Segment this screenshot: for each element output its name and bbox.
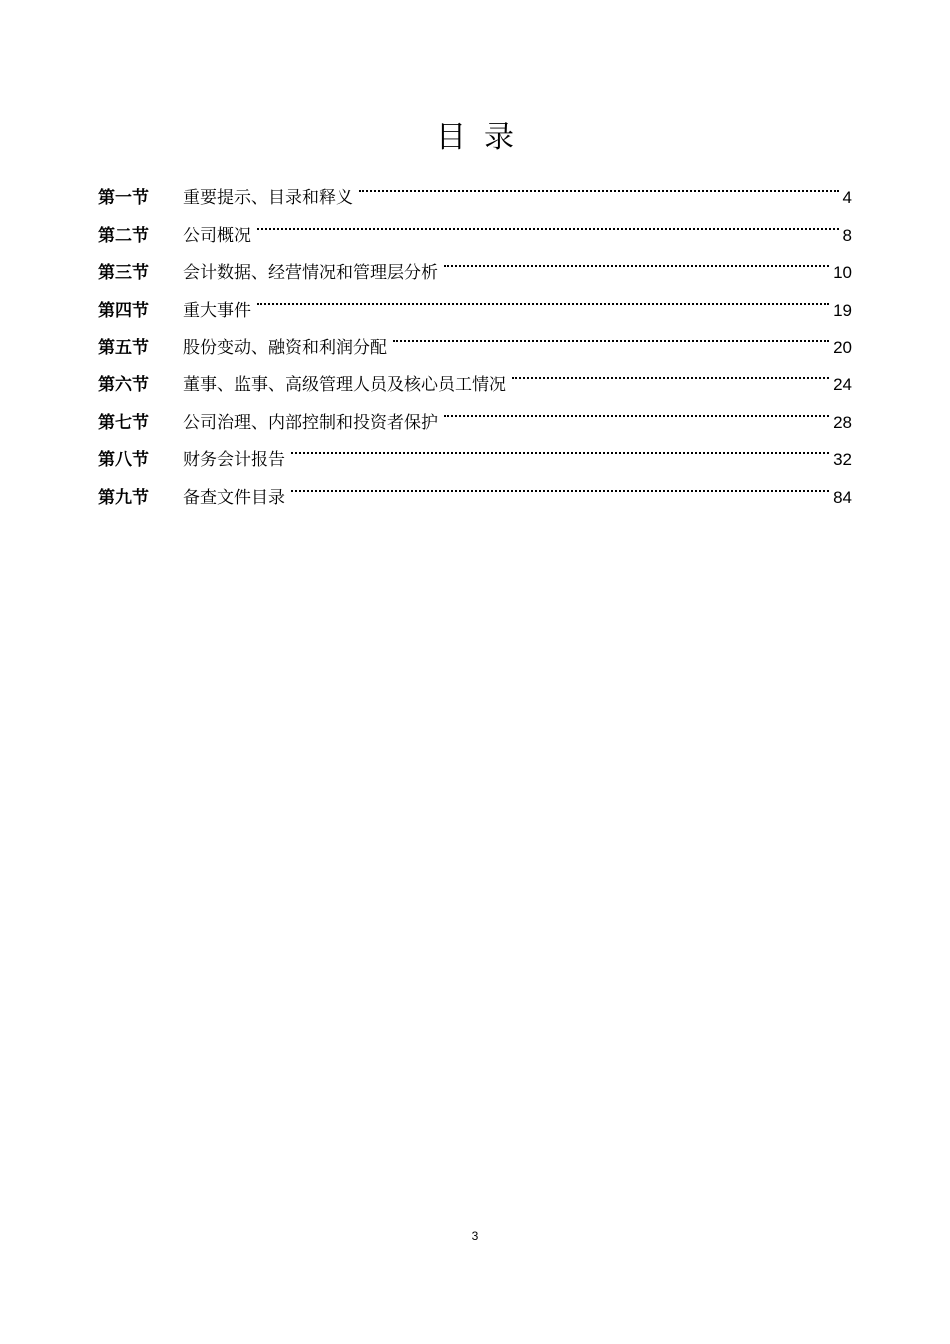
toc-page-number: 4 [842, 188, 852, 208]
toc-page-number: 19 [833, 300, 852, 320]
toc-title: 会计数据、经营情况和管理层分析 [183, 263, 438, 284]
toc-dot-leader [291, 465, 829, 502]
toc-entry[interactable] [98, 166, 852, 209]
toc-page-number: 24 [833, 375, 852, 395]
toc-section-label: 第八节 [98, 450, 149, 471]
toc-page-number: 20 [833, 337, 852, 357]
toc-dot-leader [291, 428, 829, 465]
toc-dot-leader [444, 241, 829, 278]
table-of-contents [98, 166, 852, 508]
toc-section-label: 第二节 [98, 225, 149, 246]
toc-section-label: 第七节 [98, 412, 149, 433]
toc-dot-leader [393, 316, 829, 353]
toc-section-label: 第四节 [98, 300, 149, 321]
toc-page-number: 84 [833, 487, 852, 507]
toc-title: 财务会计报告 [183, 450, 285, 471]
toc-section-label: 第九节 [98, 487, 149, 508]
toc-dot-leader [512, 353, 829, 390]
toc-section-label: 第一节 [98, 188, 149, 209]
toc-title: 重要提示、目录和释义 [183, 188, 353, 209]
toc-title: 重大事件 [183, 300, 251, 321]
toc-title: 备查文件目录 [183, 487, 285, 508]
toc-page-number: 32 [833, 450, 852, 470]
toc-dot-leader [257, 203, 839, 240]
toc-section-label: 第六节 [98, 375, 149, 396]
toc-dot-leader [359, 166, 839, 203]
toc-title: 股份变动、融资和利润分配 [183, 337, 387, 358]
page-title: 目录 [436, 120, 532, 155]
page-number: 3 [471, 1229, 479, 1243]
toc-section-label: 第三节 [98, 263, 149, 284]
toc-dot-leader [257, 278, 829, 315]
toc-section-label: 第五节 [98, 337, 149, 358]
toc-page-number: 10 [833, 263, 852, 283]
toc-dot-leader [444, 390, 829, 427]
toc-page-number: 28 [833, 412, 852, 432]
toc-page-number: 8 [842, 225, 852, 245]
toc-title: 公司概况 [183, 225, 251, 246]
toc-title: 董事、监事、高级管理人员及核心员工情况 [183, 375, 506, 396]
toc-title: 公司治理、内部控制和投资者保护 [183, 412, 438, 433]
